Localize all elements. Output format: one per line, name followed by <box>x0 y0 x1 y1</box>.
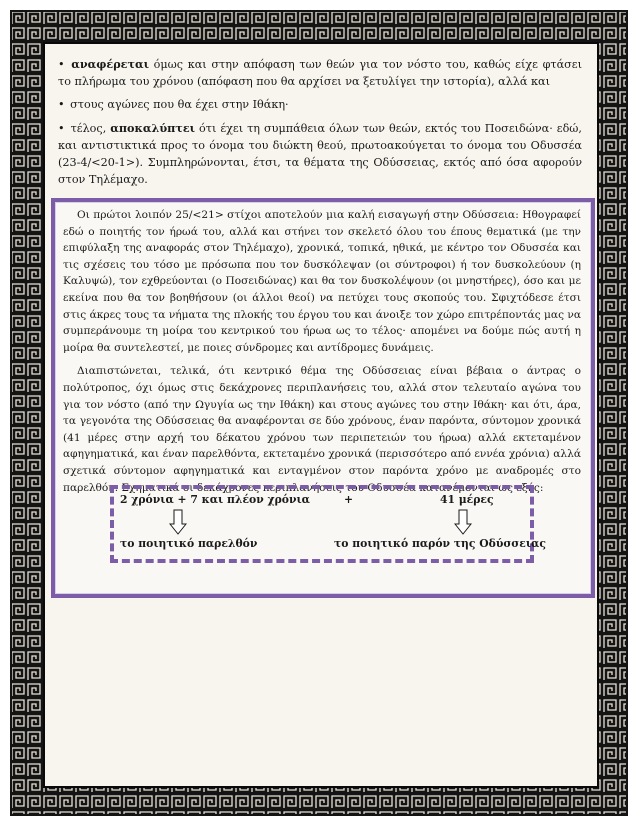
down-arrow-icon <box>454 509 472 535</box>
down-arrow-icon <box>169 509 187 535</box>
plus-sign: + <box>344 493 354 506</box>
bullet-text-pre: τέλος, <box>66 121 111 135</box>
bullet-text: ότι έχει τη συμπάθεια όλων των θεών, εκτός του Ποσειδώνα· εδώ, και αντιστικτικά προς το όνομα του διώκτη θεού, πρωτοακούγεται το όνομα του Οδυσσέα (23-4/<20-1>). Συμπληρώνονται, έτσι, τα θέματα της Οδύσσειας, εκτός από όσα αφορούν στον Τηλέμαχο. <box>58 121 582 187</box>
bullet-text: στους αγώνες που θα έχει στην Ιθάκη· <box>66 98 289 112</box>
bullet-paragraph-1 <box>58 56 582 90</box>
summary-box <box>51 198 595 598</box>
bullet-symbol: • <box>58 121 65 135</box>
summary-paragraph-2: Διαπιστώνεται, τελικά, ότι κεντρικό θέμα της Οδύσσειας είναι βέβαια ο άντρας ο πολύτροπος, όχι όμως στις δεκάχρονες περιπλανήσεις του, αλλά στον τελευταίο αγώνα του για τον νόστο (από την Ωγυγία ως την Ιθάκη) και στους αγώνες του στην Ιθάκη· και ότι, άρα, τα γεγονότα της Οδύσσειας θα αναφέρονται σε δύο χρόνους, έναν παρόντα, σύντομον χρονικά (41 μέρες στην αρχή του δέκατου χρόνου των περιπετειών του ήρωα) αλλά εκτεταμένον αφηγηματικά, και έναν παρελθόντα, εκτεταμένο χρονικά (περισσότερο από εννέα χρόνια) αλλά σχετικά σύντομον αφηγηματικά και ενταγμένον στον παρόντα χρόνο με αναδρομές στο παρελθόν. Σχηματικά οι δεκάχρονες περιπλανήσεις του Οδυσσέα κατανέμονται ως εξής: <box>63 365 581 494</box>
bullet-paragraph-2 <box>58 96 582 113</box>
bullet-symbol: • <box>58 98 65 112</box>
intro-bullets <box>58 56 582 194</box>
present-duration-label: 41 μέρες <box>440 493 494 506</box>
bullet-paragraph-3 <box>58 120 582 189</box>
summary-paragraph-1: Οι πρώτοι λοιπόν 25/<21> στίχοι αποτελούν μια καλή εισαγωγή στην Οδύσσεια: Ηθογραφεί εδώ ο ποιητής τον ήρωά του, αλλά και στήνει τον σκελετό όλου του έπους θεματικά (με την επιφύλαξη της αναφοράς στον Τηλέμαχο), χρονικά, τοπικά, ηθικά, με κέντρο τον Οδυσσέα και τις σχέσεις του τόσο με πρόσωπα που τον δυσκόλεψαν (οι σύντροφοι) ή τον δυσκολεύουν (η Καλυψώ), τον εχθρεύονται (ο Ποσειδώνας) και θα τον δυσκολέψουν (οι μνηστήρες), όσο και με εκείνα που θα τον βοηθήσουν (οι άλλοι θεοί) να πετύχει τους σκοπούς του. Σφιχτόδεσε έτσι στις άκρες τους τα νήματα της πλοκής του έργου του και άνοιξε τον χώρο επιτρέποντάς μας να συμπεράνουμε τη μοίρα του κεντρικού του ήρωα ως το τέλος· απομένει να δούμε πώς αυτή η μοίρα θα συντελεστεί, με ποιες σύνδρομες και αντίδρομες δυνάμεις. <box>63 209 581 354</box>
bold-term: αποκαλύπτει <box>110 120 196 135</box>
bullet-text: όμως και στην απόφαση των θεών για τον νόστο του, καθώς είχε φτάσει το πλήρωμα του χρόνου (απόφαση που θα αρχίσει να ξετυλίγει την ιστορία), αλλά και <box>58 58 582 89</box>
bullet-symbol: • <box>58 58 65 71</box>
past-duration-label: 2 χρόνια + 7 και πλέον χρόνια <box>120 493 310 506</box>
poetic-past-label: το ποιητικό παρελθόν <box>120 537 258 550</box>
time-diagram <box>110 485 546 563</box>
bold-term: αναφέρεται <box>71 57 149 71</box>
poetic-present-label: το ποιητικό παρόν της Οδύσσειας <box>334 537 546 550</box>
summary-box-text <box>63 207 581 496</box>
